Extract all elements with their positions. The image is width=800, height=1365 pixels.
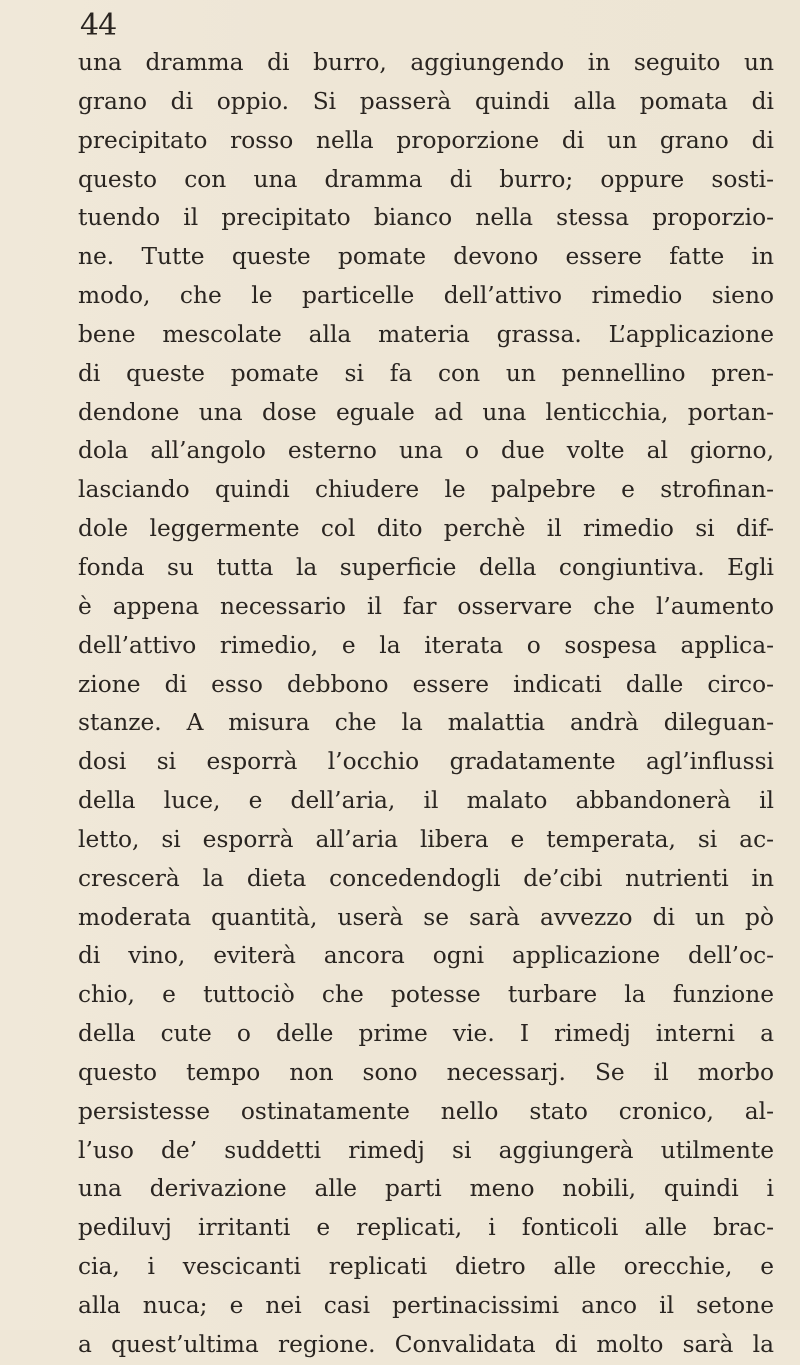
text-line: stanze. A misura che la malattia andrà dileguan-: [78, 709, 774, 737]
text-line: precipitato rosso nella proporzione di un grano di: [78, 126, 774, 154]
text-line: dell’attivo rimedio, e la iterata o sospesa applica-: [78, 631, 774, 659]
text-line: crescerà la dieta concedendogli de’cibi nutrienti in: [78, 864, 774, 892]
text-line: dola all’angolo esterno una o due volte al giorno,: [78, 437, 774, 465]
text-line: questo con una dramma di burro; oppure sosti-: [78, 165, 774, 193]
body-text: [78, 44, 774, 1365]
text-line: dendone una dose eguale ad una lenticchia, portan-: [78, 398, 774, 426]
page-number: 44: [80, 8, 117, 43]
text-line: pediluvj irritanti e replicati, i fonticoli alle brac-: [78, 1214, 774, 1242]
text-line: di vino, eviterà ancora ogni applicazione dell’oc-: [78, 942, 774, 970]
text-line: di queste pomate si fa con un pennellino pren-: [78, 359, 774, 387]
text-line: della cute o delle prime vie. I rimedj interni a: [78, 1020, 774, 1048]
text-line: zione di esso debbono essere indicati dalle circo-: [78, 670, 774, 698]
text-line: tuendo il precipitato bianco nella stessa proporzio-: [78, 204, 774, 232]
text-line: moderata quantità, userà se sarà avvezzo di un pò: [78, 903, 774, 931]
text-line: dole leggermente col dito perchè il rimedio si dif-: [78, 515, 774, 543]
text-line: fonda su tutta la superficie della congiuntiva. Egli: [78, 553, 774, 581]
text-line: è appena necessario il far osservare che l’aumento: [78, 592, 774, 620]
text-line: questo tempo non sono necessarj. Se il morbo: [78, 1058, 774, 1086]
text-line: ne. Tutte queste pomate devono essere fatte in: [78, 243, 774, 271]
text-line: dosi si esporrà l’occhio gradatamente agl’influssi: [78, 748, 774, 776]
text-line: grano di oppio. Si passerà quindi alla pomata di: [78, 87, 774, 115]
text-line: alla nuca; e nei casi pertinacissimi anco il setone: [78, 1292, 774, 1319]
text-line: persistesse ostinatamente nello stato cronico, al-: [78, 1097, 774, 1125]
text-line: letto, si esporrà all’aria libera e temperata, si ac-: [78, 825, 774, 853]
text-line: della luce, e dell’aria, il malato abbandonerà il: [78, 787, 774, 815]
text-line: chio, e tuttociò che potesse turbare la funzione: [78, 981, 774, 1009]
text-line: una derivazione alle parti meno nobili, quindi i: [78, 1175, 774, 1203]
text-line: modo, che le particelle dell’attivo rimedio sieno: [78, 282, 774, 310]
text-line: a quest’ultima regione. Convalidata di molto sarà la: [78, 1330, 774, 1358]
text-line: l’uso de’ suddetti rimedj si aggiungerà utilmente: [78, 1136, 774, 1164]
text-line: cia, i vescicanti replicati dietro alle orecchie, e: [78, 1253, 774, 1281]
text-line: lasciando quindi chiudere le palpebre e strofinan-: [78, 476, 774, 504]
text-line: bene mescolate alla materia grassa. L’applicazione: [78, 320, 774, 348]
text-line: una dramma di burro, aggiungendo in seguito un: [78, 49, 774, 76]
